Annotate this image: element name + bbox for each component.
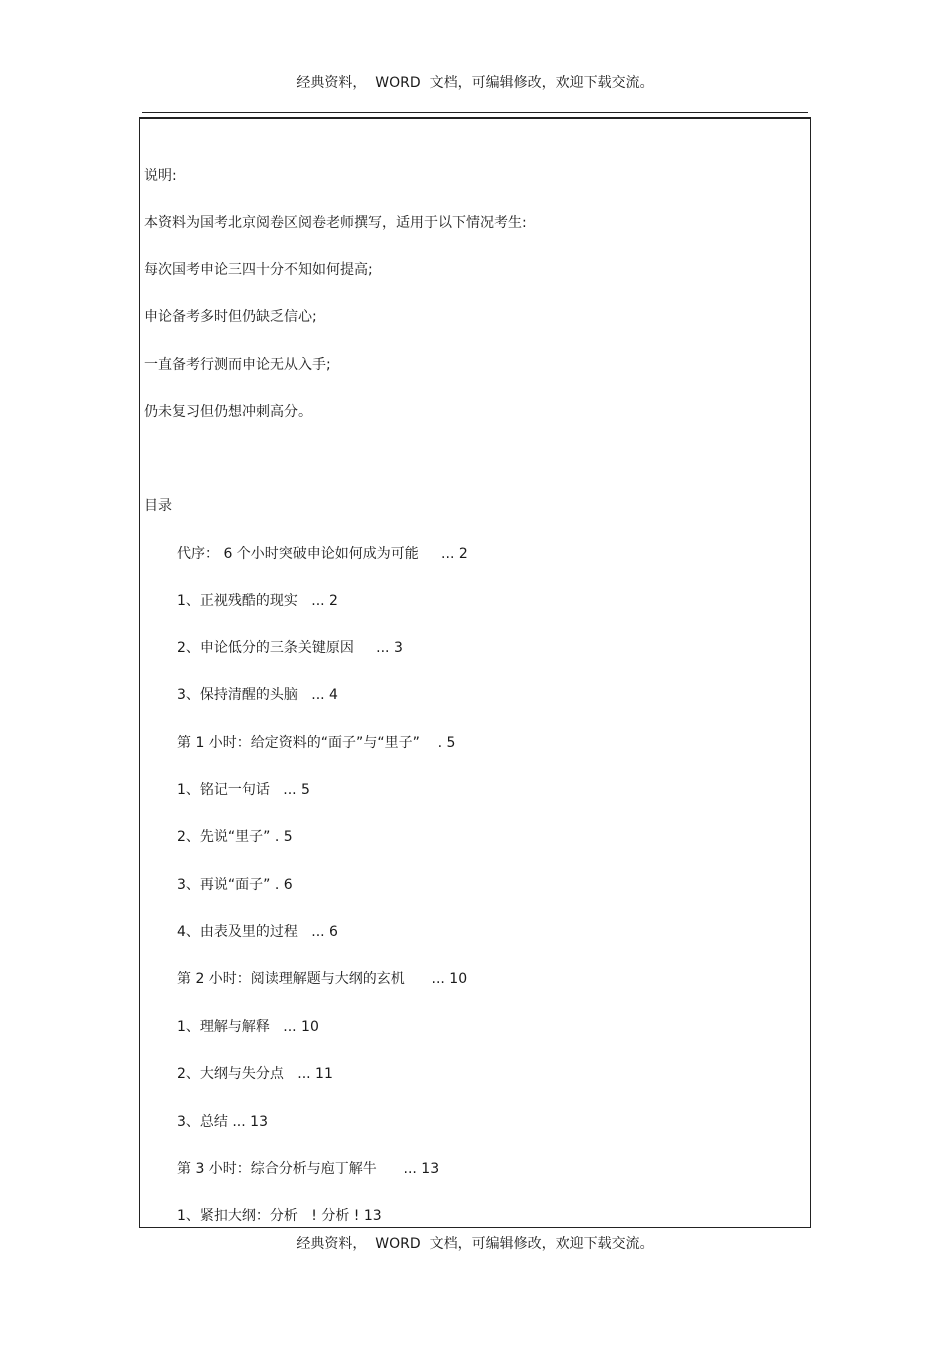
intro-line: 本资料为国考北京阅卷区阅卷老师撰写，适用于以下情况考生:	[144, 215, 527, 231]
toc-heading: 目录	[144, 498, 172, 514]
page-header-text: 经典资料， WORD 文档，可编辑修改，欢迎下载交流。	[296, 75, 654, 91]
toc-entry: 3、再说“面子” . 6	[177, 877, 293, 893]
toc-entry: 第 3 小时：综合分析与庖丁解牛 ... 13	[177, 1161, 440, 1177]
toc-entry: 4、由表及里的过程 ... 6	[177, 924, 338, 940]
intro-line: 每次国考申论三四十分不知如何提高;	[144, 262, 373, 278]
toc-entry: 2、申论低分的三条关键原因 ... 3	[177, 640, 403, 656]
intro-line: 申论备考多时但仍缺乏信心;	[144, 309, 317, 325]
toc-entry: 3、总结 ... 13	[177, 1114, 268, 1130]
toc-entry: 1、理解与解释 ... 10	[177, 1019, 319, 1035]
toc-entry: 2、先说“里子” . 5	[177, 829, 293, 845]
toc-entry: 第 2 小时：阅读理解题与大纲的玄机 ... 10	[177, 971, 468, 987]
page-footer-text: 经典资料， WORD 文档，可编辑修改，欢迎下载交流。	[296, 1236, 654, 1252]
toc-entry: 2、大纲与失分点 ... 11	[177, 1066, 333, 1082]
toc-entry: 1、铭记一句话 ... 5	[177, 782, 310, 798]
intro-line: 一直备考行测而申论无从入手;	[144, 357, 331, 373]
toc-entry: 代序： 6 个小时突破申论如何成为可能 ... 2	[177, 546, 468, 562]
intro-heading: 说明:	[144, 168, 177, 184]
header-divider	[142, 112, 808, 113]
toc-entry: 1、正视残酷的现实 ... 2	[177, 593, 338, 609]
toc-entry: 1、紧扣大纲：分析 ! 分析 ! 13	[177, 1208, 382, 1224]
content-frame	[139, 117, 811, 1228]
toc-entry: 第 1 小时：给定资料的“面子”与“里子” . 5	[177, 735, 456, 751]
toc-entry: 3、保持清醒的头脑 ... 4	[177, 687, 338, 703]
intro-line: 仍未复习但仍想冲刺高分。	[144, 404, 312, 420]
